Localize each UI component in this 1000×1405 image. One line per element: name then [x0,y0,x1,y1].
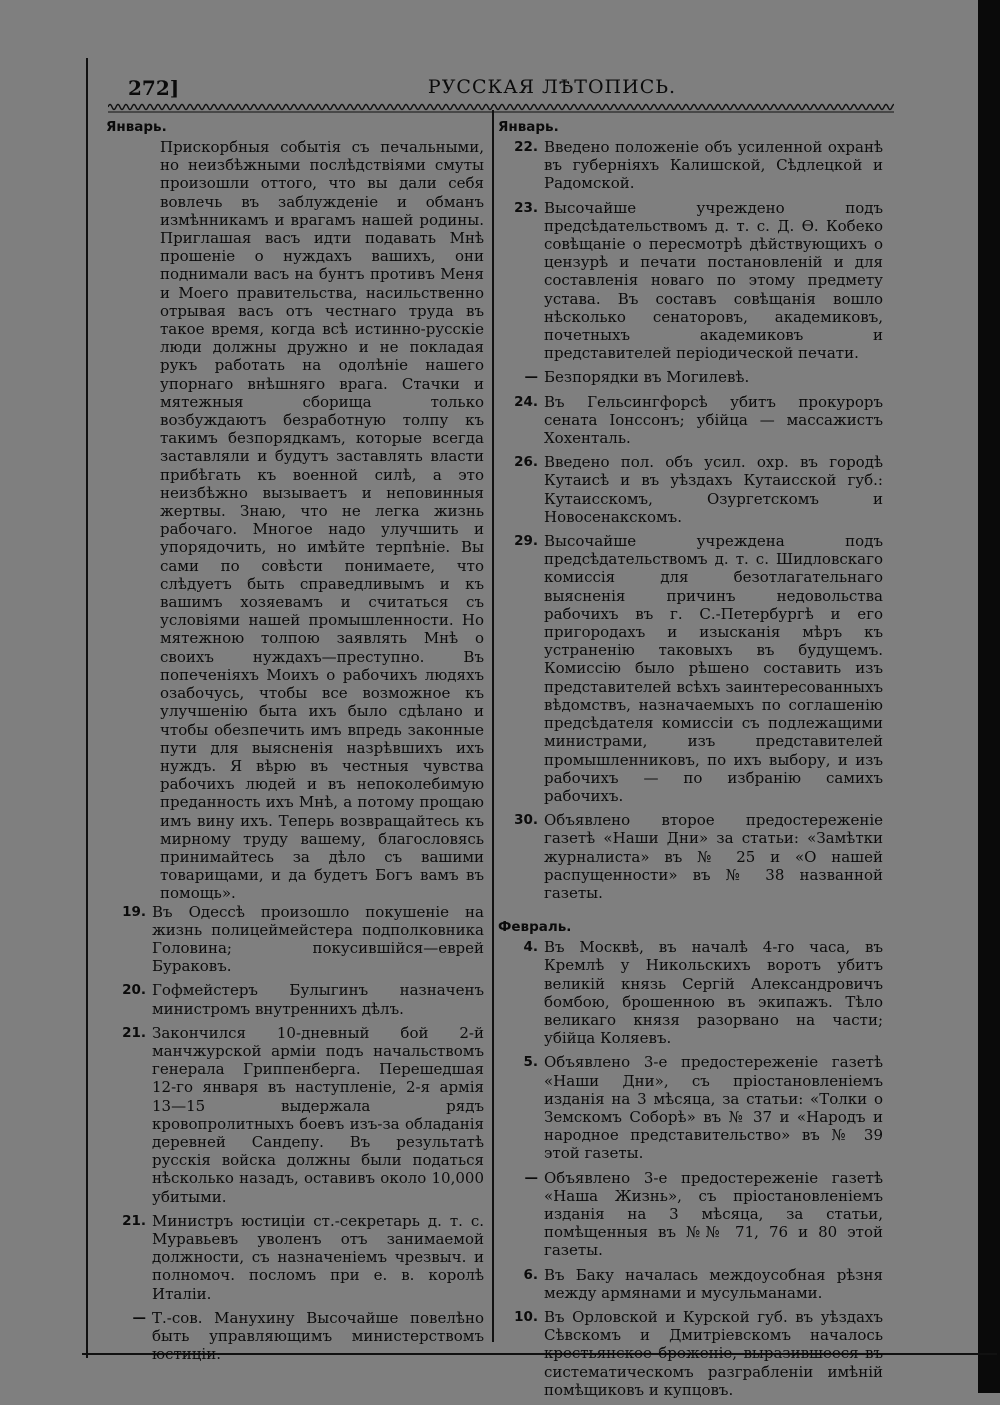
entry-text: Гофмейстеръ Булыгинъ назначенъ министромъ внутреннихъ дѣлъ. [152,981,484,1018]
entry-text: Безпорядки въ Могилевѣ. [544,368,750,387]
chronicle-entry [106,1212,484,1303]
month-heading: Январь. [106,119,167,135]
entry-date: 19. [122,903,146,920]
entry-date: — [132,1309,146,1326]
entry-text: Министръ юстиціи ст.-секретарь д. т. с. Муравьевъ уволенъ отъ занимаемой должности, съ назначеніемъ чрезвыч. и полномоч. посломъ при е. в. королѣ Италіи. [152,1211,484,1303]
entry-text: Объявлено 3-е предостереженіе газетѣ «Наши Дни», съ пріостановленіемъ изданія на 3 мѣсяца, за статьи: «Толки о Земскомъ Соборѣ» въ № 37 и «Народъ и народное представительство» въ № 39 этой газеты. [544,1053,883,1163]
column-divider [492,110,494,1342]
january-entries-list [498,138,883,908]
entry-date: 4. [523,939,538,956]
entry-date: 26. [514,454,538,471]
chronicle-entry [106,1309,484,1364]
entry-text: Объявлено второе предостереженіе газетѣ «Наши Дни» за статьи: «Замѣтки журналиста» въ № 25 и «О нашей распущенности» въ № 38 названной газеты. [544,811,883,902]
chronicle-entry [498,138,883,193]
month-heading: Февраль. [498,919,572,936]
entry-date: 21. [122,1024,146,1041]
chronicle-entry [106,903,484,976]
entry-continuation [106,138,484,903]
entry-date: 30. [514,812,538,829]
entry-text: Въ Баку началась междоусобная рѣзня между армянами и мусульманами. [544,1265,883,1302]
left-entries-list [106,903,484,1370]
entry-text: Въ Москвѣ, въ началѣ 4-го часа, въ Кремлѣ у Никольскихъ воротъ убитъ великій князь Сергій Александровичъ бомбою, брошенною въ экипажъ. Тѣло великаго князя разорвано на части; убійца Коляевъ. [544,938,883,1048]
chronicle-entry [106,1024,484,1206]
entry-date: — [524,1169,538,1186]
entry-text: Объявлено 3-е предостереженіе газетѣ «Наша Жизнь», съ пріостановленіемъ изданія на 3 мѣсяца, за статьи, помѣщенныя въ №№ 71, 76 и 80 этой газеты. [544,1168,883,1260]
chronicle-entry [106,981,484,1017]
entry-text: Высочайше учреждена подъ предсѣдательствомъ д. т. с. Шидловскаго комиссія для безотлагательнаго выясненія причинъ недовольства рабочихъ въ г. С.-Петербургѣ и его пригородахъ и изысканія мѣръ къ устраненію таковыхъ въ будущемъ. Комиссію было рѣшено составить изъ представителей всѣхъ заинтересованныхъ вѣдомствъ, назначаемыхъ по соглашенію предсѣдателя комиссіи съ подлежащими министрами, изъ представителей промышленниковъ, по ихъ выбору, и изъ рабочихъ — по избранію самихъ рабочихъ. [544,532,883,805]
right-column [498,116,883,1405]
entry-text: Въ Гельсингфорсѣ убитъ прокуроръ сената Іонссонъ; убійца — массажистъ Хохенталь. [544,392,883,448]
chronicle-entry [498,1308,883,1399]
left-column [106,116,484,1369]
entry-date: 29. [514,533,538,550]
entry-text: Прискорбныя событія съ печальными, но неизбѣжными послѣдствіями смуты произошли оттого, что вы дали себя вовлечь въ заблужденіе и обманъ измѣнникамъ и врагамъ нашей родины. Приглашая васъ идти подавать Мнѣ прошеніе о нуждахъ вашихъ, они поднимали васъ на бунтъ противъ Меня и Моего правительства, насильственно отрывая васъ отъ честнаго труда въ такое время, когда всѣ истинно-русскіе люди должны дружно и не покладая рукъ работать на одолѣніе нашего упорнаго внѣшняго врага. Стачки и мятежныя сборища только возбуждаютъ безработную толпу къ такимъ безпорядкамъ, которые всегда заставляли и будутъ заставлять власти прибѣгать къ военной силѣ, а это неизбѣжно вызываетъ и неповинныя жертвы. Знаю, что не легка жизнь рабочаго. Многое надо улучшить и упорядочить, но имѣйте терпѣніе. Вы сами по совѣсти понимаете, что слѣдуетъ быть справедливымъ и къ вашимъ хозяевамъ и считаться съ условіями нашей промышленности. Но мятежною толпою заявлять Мнѣ о своихъ нуждахъ—преступно. Въ попеченіяхъ Моихъ о рабочихъ людяхъ озабочусь, чтобы все возможное къ улучшенію быта ихъ было сдѣлано и чтобы обезпечить имъ впредь законные пути для выясненія назрѣвшихъ ихъ нуждъ. Я вѣрю въ честныя чувства рабочихъ людей и въ непоколебимую преданность ихъ Мнѣ, а потому прощаю имъ вину ихъ. Теперь возвращайтесь къ мирному труду вашему, благословясь принимайтесь за дѣло съ вашими товарищами, и да будетъ Богъ вамъ въ помощь». [160,138,484,903]
entry-date: 6. [523,1266,538,1283]
chronicle-entry [498,532,883,805]
scan-edge [978,0,1000,1393]
february-entries-list [498,938,883,1405]
entry-date: 10. [514,1308,538,1325]
chronicle-entry [498,199,883,363]
chronicle-entry [498,368,883,386]
wavy-header-rule [108,101,894,115]
entry-text: Введено положеніе объ усиленной охранѣ въ губерніяхъ Калишской, Сѣдлецкой и Радомской. [544,138,883,193]
page-number: 272] [128,76,180,100]
running-title: РУССКАЯ ЛѢТОПИСЬ. [427,76,677,98]
chronicle-entry [498,1053,883,1162]
entry-date: 22. [514,139,538,155]
entry-date: 20. [122,982,146,999]
entry-text: Т.-сов. Манухину Высочайше повелѣно быть управляющимъ министерствомъ юстиціи. [152,1308,484,1364]
chronicle-entry [498,1266,883,1302]
entry-text: Высочайше учреждено подъ предсѣдательствомъ д. т. с. Д. Ѳ. Кобеко совѣщаніе о пересмотрѣ дѣйствующихъ о цензурѣ и печати постановленій и для составленія новаго по этому предмету устава. Въ составъ совѣщанія вошло нѣсколько сенаторовъ, академиковъ, почетныхъ академиковъ и представителей періодической печати. [544,198,883,363]
chronicle-entry [498,938,883,1047]
entry-text: Закончился 10-дневный бой 2-й манчжурской арміи подъ начальствомъ генерала Гриппенберга. Перешедшая 12-го января въ наступленіе, 2-я армія 13—15 выдержала рядъ кровопролитныхъ боевъ изъ-за обладанія деревней Сандепу. Въ результатѣ русскія войска должны были податься нѣсколько назадъ, оставивъ около 10,000 убитыми. [152,1023,484,1206]
entry-date: 21. [122,1212,146,1229]
entry-date: 24. [514,393,538,410]
chronicle-entry [498,811,883,902]
entry-date: 5. [523,1054,538,1071]
entry-text: Введено пол. объ усил. охр. въ городѣ Кутаисѣ и въ уѣздахъ Кутаисской губ.: Кутаисскомъ, Озургетскомъ и Новосенакскомъ. [544,453,883,526]
entry-text: Въ Одессѣ произошло покушеніе на жизнь полицеймейстера подполковника Головина; покусившійся—еврей Бураковъ. [152,902,484,976]
month-heading: Январь. [498,119,559,135]
entry-date: 23. [514,199,538,216]
chronicle-entry [498,393,883,448]
chronicle-entry [498,1169,883,1260]
entry-date: — [524,369,538,386]
chronicle-entry [498,453,883,526]
entry-text: Въ Орловской и Курской губ. въ уѣздахъ Сѣвскомъ и Дмитріевскомъ началось крестьянское броженіе, выразившееся въ систематическомъ разграбленіи имѣній помѣщиковъ и купцовъ. [544,1307,883,1399]
